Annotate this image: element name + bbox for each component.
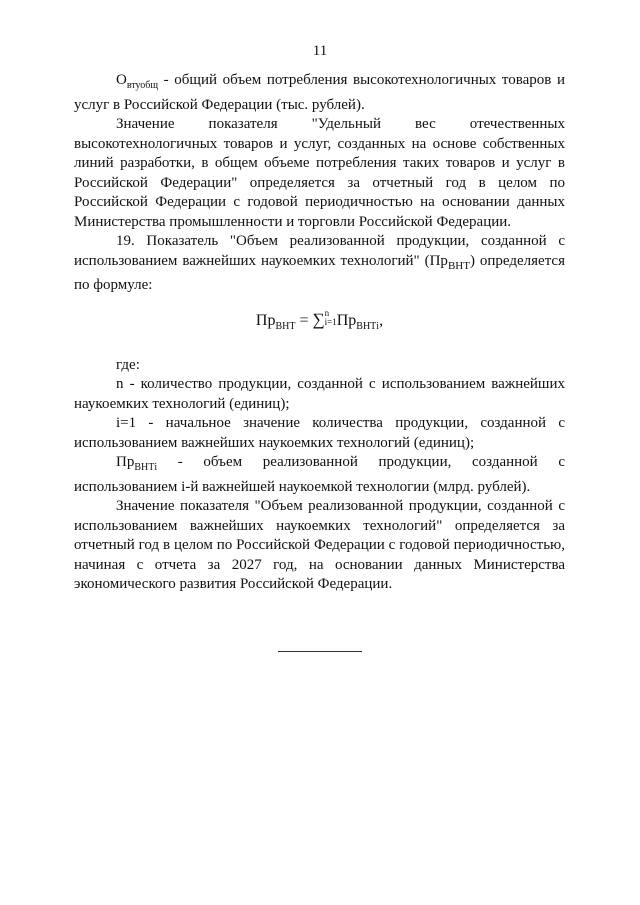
paragraph-indicator-19 xyxy=(74,232,565,296)
formula-rhs-subscript: ВНТi xyxy=(356,320,380,332)
formula-rhs: Пр xyxy=(336,311,357,329)
definition-pr-symbol: Пр xyxy=(116,454,135,470)
paragraph-final: Значение показателя "Объем реализованной продукции, созданной с использованием важнейших наукоемких технологий" определяется за отчетный год в целом по Российской Федерации с годовой периодичностью, начиная с отчета за 2027 год, на основании данных Министерства экономического развития Российской Федерации. xyxy=(74,498,565,592)
symbol-o-subscript: втуобщ xyxy=(126,80,159,91)
symbol-o: О xyxy=(116,72,127,88)
definition-i: i=1 - начальное значение количества продукции, созданной с использованием важнейших наукоемких технологий (единиц); xyxy=(74,415,565,451)
indicator-19-close: ) xyxy=(469,252,475,269)
indicator-19-end: определяется по формуле: xyxy=(74,252,565,293)
where-label: где: xyxy=(116,356,140,373)
formula-tail: , xyxy=(379,311,384,329)
sum-upper-limit: n xyxy=(324,307,330,318)
sum-limits xyxy=(325,309,337,327)
formula-lhs: Пр xyxy=(255,311,276,329)
page-number: 11 xyxy=(312,43,328,59)
definition-pr xyxy=(74,453,565,497)
sum-lower-limit: i=1 xyxy=(324,316,337,327)
page-content xyxy=(74,71,565,595)
section-divider xyxy=(278,651,362,652)
indicator-19-text: 19. Показатель "Объем реализованной продукции, созданной с использованием важнейших наукоемких технологий" (Пр xyxy=(74,233,565,269)
formula xyxy=(74,296,565,356)
paragraph-share-indicator: Значение показателя "Удельный вес отечественных высокотехнологичных товаров и услуг, созданных на основе собственных линий разработки, в общем объеме потребления таких товаров и услуг в Российской Федерации" определяется за отчетный год в целом по Российской Федерации с годовой периодичностью на основании данных Министерства промышленности и торговли Российской Федерации. xyxy=(74,116,565,230)
definition-n: n - количество продукции, созданной с использованием важнейших наукоемких технологий (единиц); xyxy=(74,376,565,412)
definition-pr-subscript: ВНТi xyxy=(134,462,158,473)
formula-equals: = xyxy=(295,311,313,329)
paragraph-total-consumption xyxy=(74,71,565,115)
indicator-19-subscript: ВНТ xyxy=(447,259,470,272)
sum-symbol: ∑ xyxy=(312,309,325,329)
formula-lhs-subscript: ВНТ xyxy=(275,320,296,332)
definition-pr-text: - объем реализованной продукции, созданной с использованием i-й важнейшей наукоемкой технологии (млрд. рублей). xyxy=(74,454,565,495)
total-consumption-text: - общий объем потребления высокотехнологичных товаров и услуг в Российской Федерации (тыс. рублей). xyxy=(74,72,565,113)
